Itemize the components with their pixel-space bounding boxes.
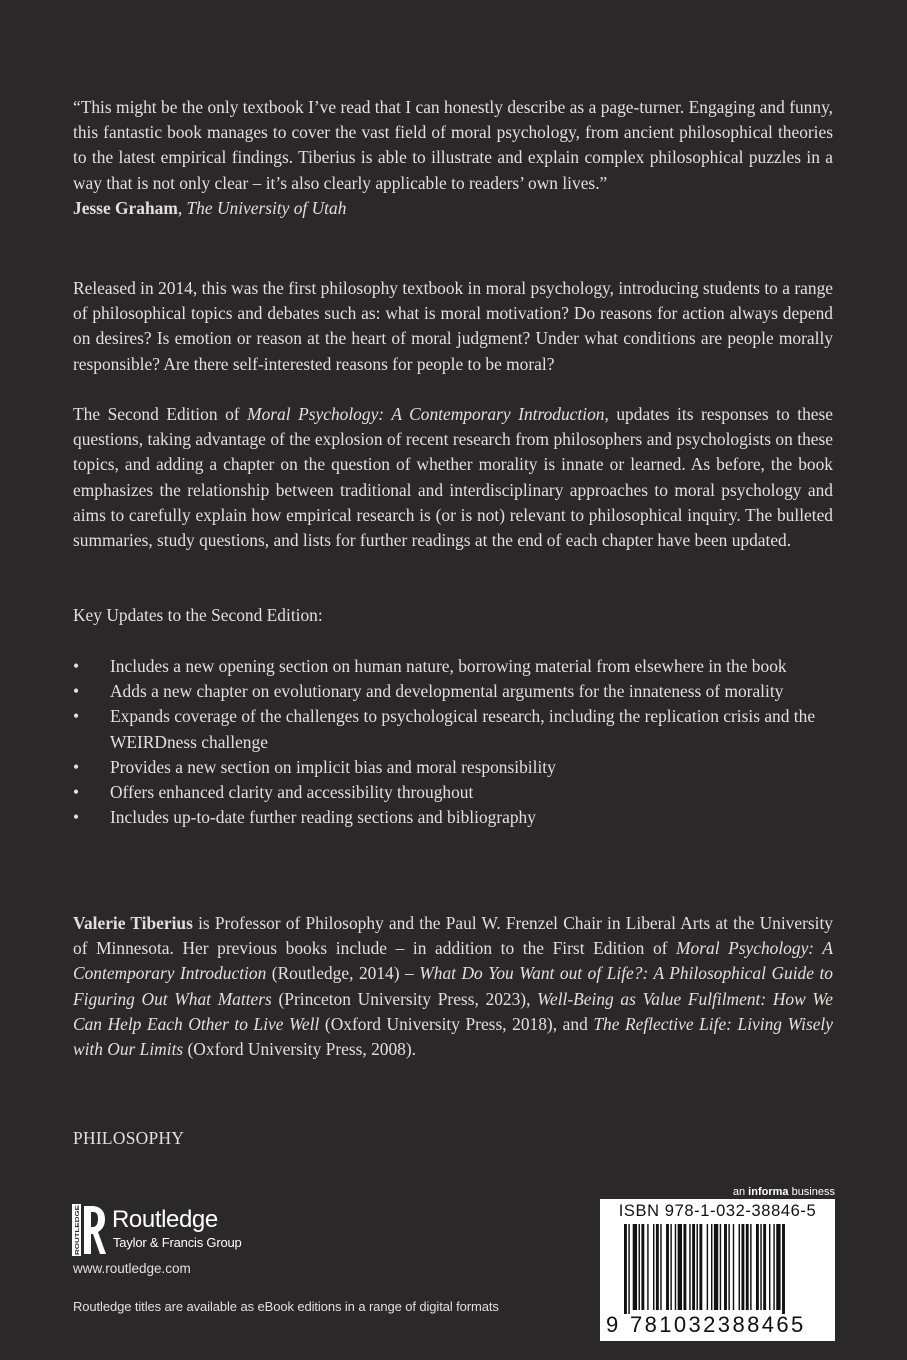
logo-mark-text: ROUTLEDGE (74, 1219, 81, 1255)
bio-text: (Oxford University Press, 2018), and (319, 1013, 594, 1034)
publisher-url[interactable]: www.routledge.com (73, 1261, 191, 1276)
quote-text: “This might be the only textbook I’ve read that I can honestly describe as a page-turner. Engaging and funny, this fantastic book manages to cover the vast field of moral psychology, from ancient philosophical theories to the latest empirical findings. Tiberius is able to illustrate and explain complex philosophical puzzles in a way that is not only clear – it’s also clearly applicable to readers’ own lives.” (73, 97, 833, 193)
bio-author-name: Valerie Tiberius (73, 913, 193, 933)
subject-category: PHILOSOPHY (73, 1128, 185, 1148)
isbn-barcode-panel (600, 1199, 835, 1341)
description-paragraph-2 (73, 402, 833, 553)
para2-book-title: Moral Psychology: A Contemporary Introduction (247, 404, 605, 424)
publisher-group: Taylor & Francis Group (113, 1235, 242, 1250)
bio-book-title: Moral Psychology: A Contemporary Introduction (73, 938, 833, 984)
bio-book-title: What Do You Want out of Life?: A Philosophical Guide to Figuring Out What Matters (73, 963, 833, 1009)
list-item: • Includes a new opening section on human nature, borrowing material from elsewhere in the book (73, 654, 833, 679)
informa-post: business (788, 1186, 835, 1198)
description-para1-text: Released in 2014, this was the first philosophy textbook in moral psychology, introducing students to a range of philosophical topics and debates such as: what is moral motivation? Do reasons for action always depend on desires? Is emotion or reason at the heart of moral judgment? Under what conditions are people morally responsible? Are there self-interested reasons for people to be moral? (73, 278, 833, 374)
bio-book-title: Well-Being as Value Fulfilment: How We Can Help Each Other to Live Well (73, 988, 833, 1034)
bio-book-title: The Reflective Life: Living Wisely with Our Limits (73, 1013, 833, 1060)
isbn-number: ISBN 978-1-032-38846-5 (618, 1202, 817, 1220)
para2-pre: The Second Edition of (73, 404, 248, 424)
quote-affiliation: The University of Utah (186, 197, 347, 218)
bio-text: (Oxford University Press, 2008). (183, 1039, 416, 1060)
barcode-icon (624, 1224, 824, 1314)
key-updates-heading: Key Updates to the Second Edition: (73, 605, 323, 625)
barcode-first-digit: 9 (606, 1312, 619, 1337)
list-item: • Expands coverage of the challenges to psychological research, including the replication crisis and the WEIRDness challenge (73, 704, 833, 754)
author-bio (73, 911, 833, 1062)
bio-text: is Professor of Philosophy and the Paul W. Frenzel Chair in Liberal Arts at the University of Minnesota. Her previous books include – in addition to the First Edition of (73, 913, 833, 959)
routledge-r-mark-icon (72, 1204, 106, 1256)
informa-word: informa (748, 1186, 789, 1198)
endorsement-quote (73, 95, 833, 221)
list-item: • Provides a new section on implicit bias and moral responsibility (73, 755, 833, 780)
list-item: • Adds a new chapter on evolutionary and developmental arguments for the innateness of morality (73, 679, 833, 704)
quote-attribution: Jesse Graham, The University of Utah (73, 197, 347, 218)
ebook-availability-note: Routledge titles are available as eBook editions in a range of digital formats (73, 1299, 499, 1314)
quote-author: Jesse Graham (73, 197, 178, 218)
key-updates-list (73, 654, 833, 830)
list-item: • Offers enhanced clarity and accessibility throughout (73, 780, 833, 805)
informa-tagline (600, 1186, 835, 1198)
list-item: • Includes up-to-date further reading sections and bibliography (73, 805, 833, 830)
bio-text: (Princeton University Press, 2023), (271, 988, 538, 1009)
para2-post: , updates its responses to these questions, taking advantage of the explosion of recent research from philosophers and psychologists on these topics, and adding a chapter on the question of whether morality is innate or learned. As before, the book emphasizes the relationship between traditional and interdisciplinary approaches to moral psychology and aims to carefully explain how empirical research is (or is not) relevant to philosophical inquiry. The bulleted summaries, study questions, and lists for further readings at the end of each chapter have been updated. (73, 404, 833, 551)
informa-pre: an (732, 1186, 749, 1198)
routledge-logo (72, 1204, 292, 1256)
description-paragraph-1 (73, 276, 833, 377)
publisher-name: Routledge (112, 1206, 218, 1233)
bio-text: (Routledge, 2014) – (266, 963, 420, 984)
barcode-digits: 781032388465 (630, 1312, 806, 1337)
